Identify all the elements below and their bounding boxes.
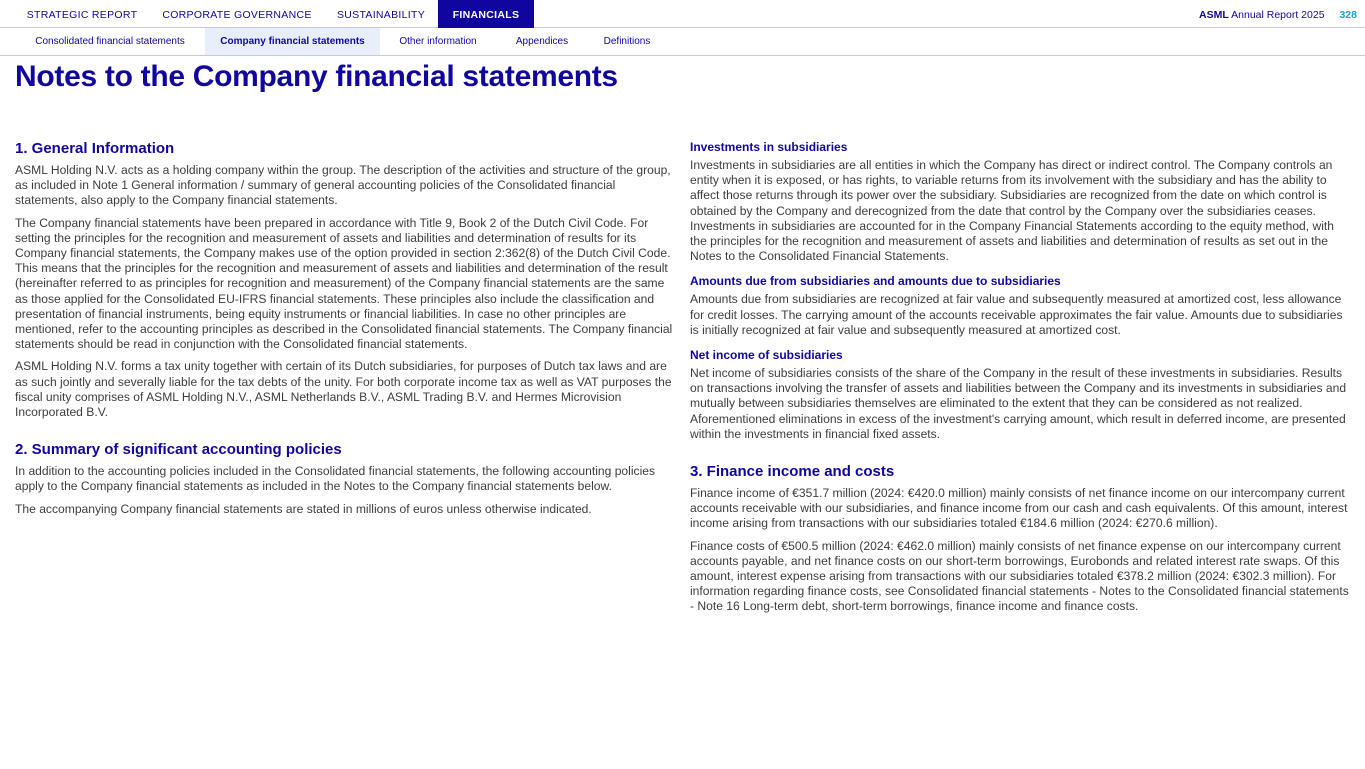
- report-brand: [1199, 0, 1357, 28]
- paragraph: The accompanying Company financial statements are stated in millions of euros unless otherwise indicated.: [15, 501, 592, 516]
- subtab-other-information[interactable]: Other information: [399, 36, 477, 47]
- paragraph: Finance income of €351.7 million (2024: €420.0 million) mainly consists of net finance income on our intercompany current accounts receivable with our subsidiaries, and finance income from our cash and cash equivalents. Of this amount, interest income arising from transactions with our subsidiaries totaled €184.6 million (2024: €270.6 million).: [690, 486, 1348, 531]
- subheading-amounts-due: Amounts due from subsidiaries and amounts due to subsidiaries: [690, 274, 1061, 289]
- subheading-net-income-of-subsidiaries: Net income of subsidiaries: [690, 348, 843, 363]
- tab-financials[interactable]: FINANCIALS: [438, 0, 534, 28]
- subtab-definitions[interactable]: Definitions: [603, 36, 651, 47]
- report-title: Annual Report 2025: [1231, 9, 1325, 21]
- subtab-company-financial-statements[interactable]: Company financial statements: [205, 28, 380, 55]
- left-column: [15, 140, 675, 524]
- paragraph: In addition to the accounting policies included in the Consolidated financial statements, the following accounting policies apply to the Company financial statements as included in the Notes to the Company financial statements below.: [15, 464, 656, 494]
- tab-sustainability[interactable]: SUSTAINABILITY: [336, 9, 426, 21]
- subtab-appendices[interactable]: Appendices: [515, 36, 569, 47]
- section-heading-accounting-policies: 2. Summary of significant accounting policies: [15, 441, 342, 459]
- section-heading-general-information: 1. General Information: [15, 140, 175, 157]
- page-number: 328: [1339, 9, 1357, 21]
- right-column: [690, 140, 1352, 622]
- paragraph: Investments in subsidiaries are all entities in which the Company has direct or indirect control. The Company controls an entity when it is exposed, or has rights, to variable returns from its involvement with the subsidiary and has the ability to affect those returns through its power over the subsidiary. Subsidiaries are recognized from the date on which control is obtained by the Company and derecognized from the date that control by the Company over the subsidiaries ceases. Investments in subsidiaries are accounted for in the Company Financial Statements according to the equity method, with the principles for the recognition and measurement of assets and liabilities and determination of results as set out in the Notes to the Consolidated Financial Statements.: [690, 158, 1334, 264]
- subheading-investments-in-subsidiaries: Investments in subsidiaries: [690, 140, 848, 154]
- section-heading-finance-income-and-costs: 3. Finance income and costs: [690, 463, 895, 481]
- subtab-consolidated-financial-statements[interactable]: Consolidated financial statements: [35, 36, 185, 47]
- paragraph: ASML Holding N.V. forms a tax unity together with certain of its Dutch subsidiaries, for purposes of Dutch tax laws and are as such jointly and severally liable for the tax debts of the unity. For both corporate income tax as well as VAT purposes the fiscal unity comprises of ASML Holding N.V., ASML Netherlands B.V., ASML Trading B.V. and Hermes Microvision Incorporated B.V.: [15, 359, 672, 420]
- page-title: Notes to the Company financial statements: [15, 60, 618, 93]
- tab-strategic-report[interactable]: STRATEGIC REPORT: [26, 9, 138, 21]
- top-navigation: [0, 0, 1365, 28]
- sub-navigation: [0, 28, 1365, 56]
- paragraph: Amounts due from subsidiaries are recognized at fair value and subsequently measured at amortized cost, less allowance for credit losses. The carrying amount of the accounts receivable approximates the fair value. Amounts due to subsidiaries is initially recognized at fair value and subsequently measured at amortized cost.: [690, 292, 1343, 337]
- brand-name: ASML: [1199, 9, 1229, 21]
- paragraph: The Company financial statements have been prepared in accordance with Title 9, Book 2 of the Dutch Civil Code. For setting the principles for the recognition and measurement of assets and liabilities and determination of results for its Company financial statements, the Company makes use of the option provided in section 2:362(8) of the Dutch Civil Code. This means that the principles for the recognition and measurement of assets and liabilities and determination of the result (hereinafter referred to as principles for recognition and measurement) of the Company financial statements are the same as those applied for the Consolidated EU-IFRS financial statements. These principles also include the classification and presentation of financial instruments, being equity instruments or financial liabilities. In case no other principles are mentioned, refer to the accounting principles as described in the Consolidated financial statements. The Company financial statements should be read in conjunction with the Consolidated financial statements.: [15, 215, 673, 352]
- paragraph: Net income of subsidiaries consists of the share of the Company in the result of these investments in subsidiaries. Results on transactions involving the transfer of assets and liabilities between the Company and its investments in subsidiaries and mutually between subsidiaries themselves are eliminated to the extent that they can be considered as not realized. Aforementioned eliminations in excess of the investment's carrying amount, which result in deferred income, are presented within the investments in financial fixed assets.: [690, 366, 1347, 441]
- paragraph: Finance costs of €500.5 million (2024: €462.0 million) mainly consists of net finance expense on our intercompany current accounts payable, and net finance costs on our short-term borrowings, Eurobonds and related interest rate swaps. Of this amount, interest expense arising from transactions with our subsidiaries totaled €378.2 million (2024: €302.3 million). For information regarding finance costs, see Consolidated financial statements - Notes to the Consolidated financial statements - Note 16 Long-term debt, short-term borrowings, finance income and finance costs.: [690, 538, 1349, 614]
- tab-corporate-governance[interactable]: CORPORATE GOVERNANCE: [162, 9, 312, 21]
- paragraph: ASML Holding N.V. acts as a holding company within the group. The description of the activities and structure of the group, as included in Note 1 General information / summary of general accounting policies of the Consolidated financial statements, also apply to the Company financial statements.: [15, 163, 671, 208]
